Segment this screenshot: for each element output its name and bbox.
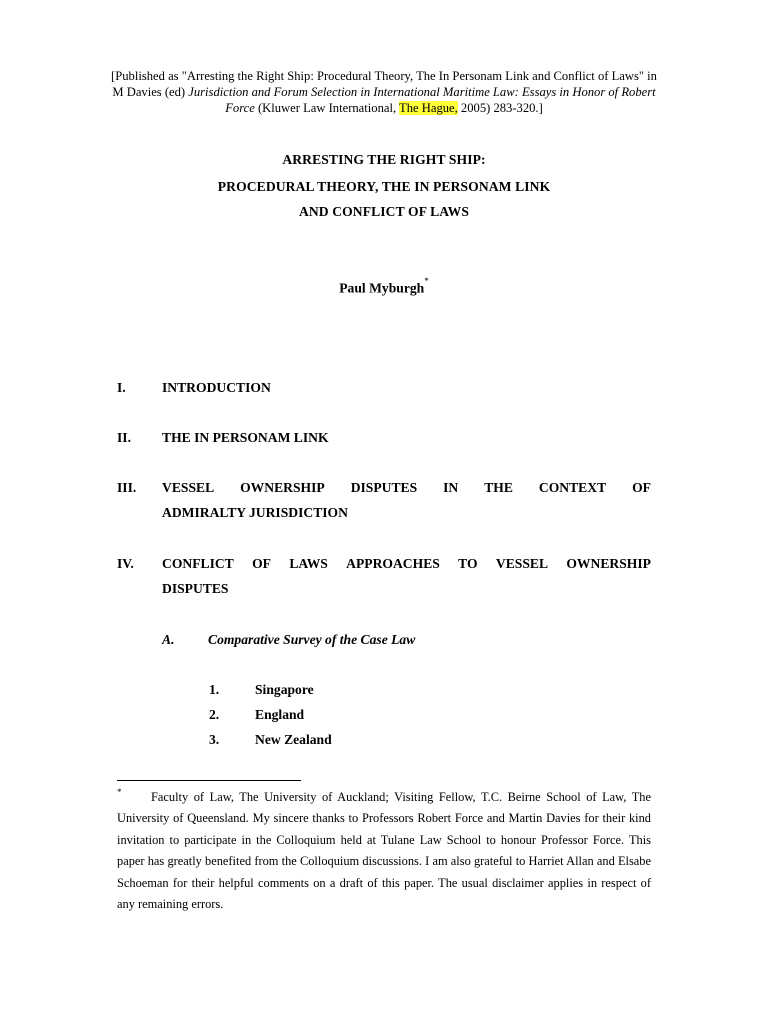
toc-word: LAWS bbox=[289, 556, 328, 571]
publication-note-part1: [Published as "Arresting the Right Ship: Procedural Theory, The In Personam Link and Conflict of Laws" in M Davies (ed) bbox=[111, 69, 657, 99]
toc-number: II. bbox=[117, 430, 131, 445]
toc-word: OWNERSHIP bbox=[566, 556, 651, 571]
toc-word: THE bbox=[484, 480, 513, 495]
book-title: Jurisdiction and Forum Selection in International Maritime Law: Essays in Honor of Robert Force bbox=[188, 85, 656, 115]
title-line-3: AND CONFLICT OF LAWS bbox=[298, 204, 470, 219]
toc-word: OF bbox=[632, 480, 651, 495]
toc-heading bbox=[162, 556, 651, 597]
title-line-1: ARRESTING THE RIGHT SHIP: bbox=[282, 152, 486, 167]
highlighted-text: The Hague, bbox=[399, 101, 458, 115]
footnote-mark: * bbox=[117, 787, 122, 797]
toc-heading-line-2: ADMIRALTY JURISDICTION bbox=[162, 505, 348, 520]
toc-heading: THE IN PERSONAM LINK bbox=[162, 430, 329, 445]
toc-word: VESSEL bbox=[162, 480, 215, 495]
author bbox=[110, 276, 658, 297]
author-footnote-mark: * bbox=[424, 276, 429, 286]
toc-word: CONTEXT bbox=[538, 480, 607, 495]
toc-word: APPROACHES bbox=[346, 556, 440, 571]
toc-word: VESSEL bbox=[495, 556, 549, 571]
footnote-divider bbox=[117, 780, 301, 781]
subitem-label: 1. bbox=[209, 682, 220, 697]
toc-word: CONFLICT bbox=[162, 556, 234, 571]
toc-heading-line-2: DISPUTES bbox=[162, 581, 229, 596]
toc-heading-line-1 bbox=[162, 556, 651, 572]
author-name: Paul Myburgh bbox=[339, 280, 425, 296]
toc-word: DISPUTES bbox=[350, 480, 418, 495]
toc-heading-line-1 bbox=[162, 480, 651, 496]
subitem-label: 3. bbox=[209, 732, 220, 747]
subitem-heading: New Zealand bbox=[255, 732, 332, 747]
publication-note bbox=[110, 68, 658, 116]
publication-note-part3: 2005) 283-320.] bbox=[457, 101, 543, 115]
toc-number: IV. bbox=[117, 556, 134, 571]
toc-word: OWNERSHIP bbox=[240, 480, 325, 495]
subitem-label: 2. bbox=[209, 707, 220, 722]
subsection-label: A. bbox=[162, 632, 175, 647]
toc-word: IN bbox=[443, 480, 459, 495]
subsection-heading: Comparative Survey of the Case Law bbox=[208, 632, 416, 647]
toc-heading bbox=[162, 480, 651, 521]
toc-number: III. bbox=[117, 480, 137, 495]
footnote-text: Faculty of Law, The University of Auckland; Visiting Fellow, T.C. Beirne School of Law, The University of Queensland. My sincere thanks to Professors Robert Force and Martin Davies for their kind invitation to participate in the Colloquium held at Tulane Law School to honour Professor Force. This paper has greatly benefited from the Colloquium discussions. I am also grateful to Harriet Allan and Elsabe Schoeman for their helpful comments on a draft of this paper. The usual disclaimer applies in respect of any remaining errors. bbox=[117, 790, 651, 912]
toc-number: I. bbox=[117, 380, 126, 395]
toc-heading: INTRODUCTION bbox=[162, 380, 271, 395]
toc-word: OF bbox=[252, 556, 271, 571]
toc-word: TO bbox=[458, 556, 478, 571]
publication-note-part2: (Kluwer Law International, bbox=[254, 101, 400, 115]
subitem-heading: England bbox=[255, 707, 305, 722]
subitem-heading: Singapore bbox=[255, 682, 314, 697]
title-line-2: PROCEDURAL THEORY, THE IN PERSONAM LINK bbox=[217, 179, 551, 194]
